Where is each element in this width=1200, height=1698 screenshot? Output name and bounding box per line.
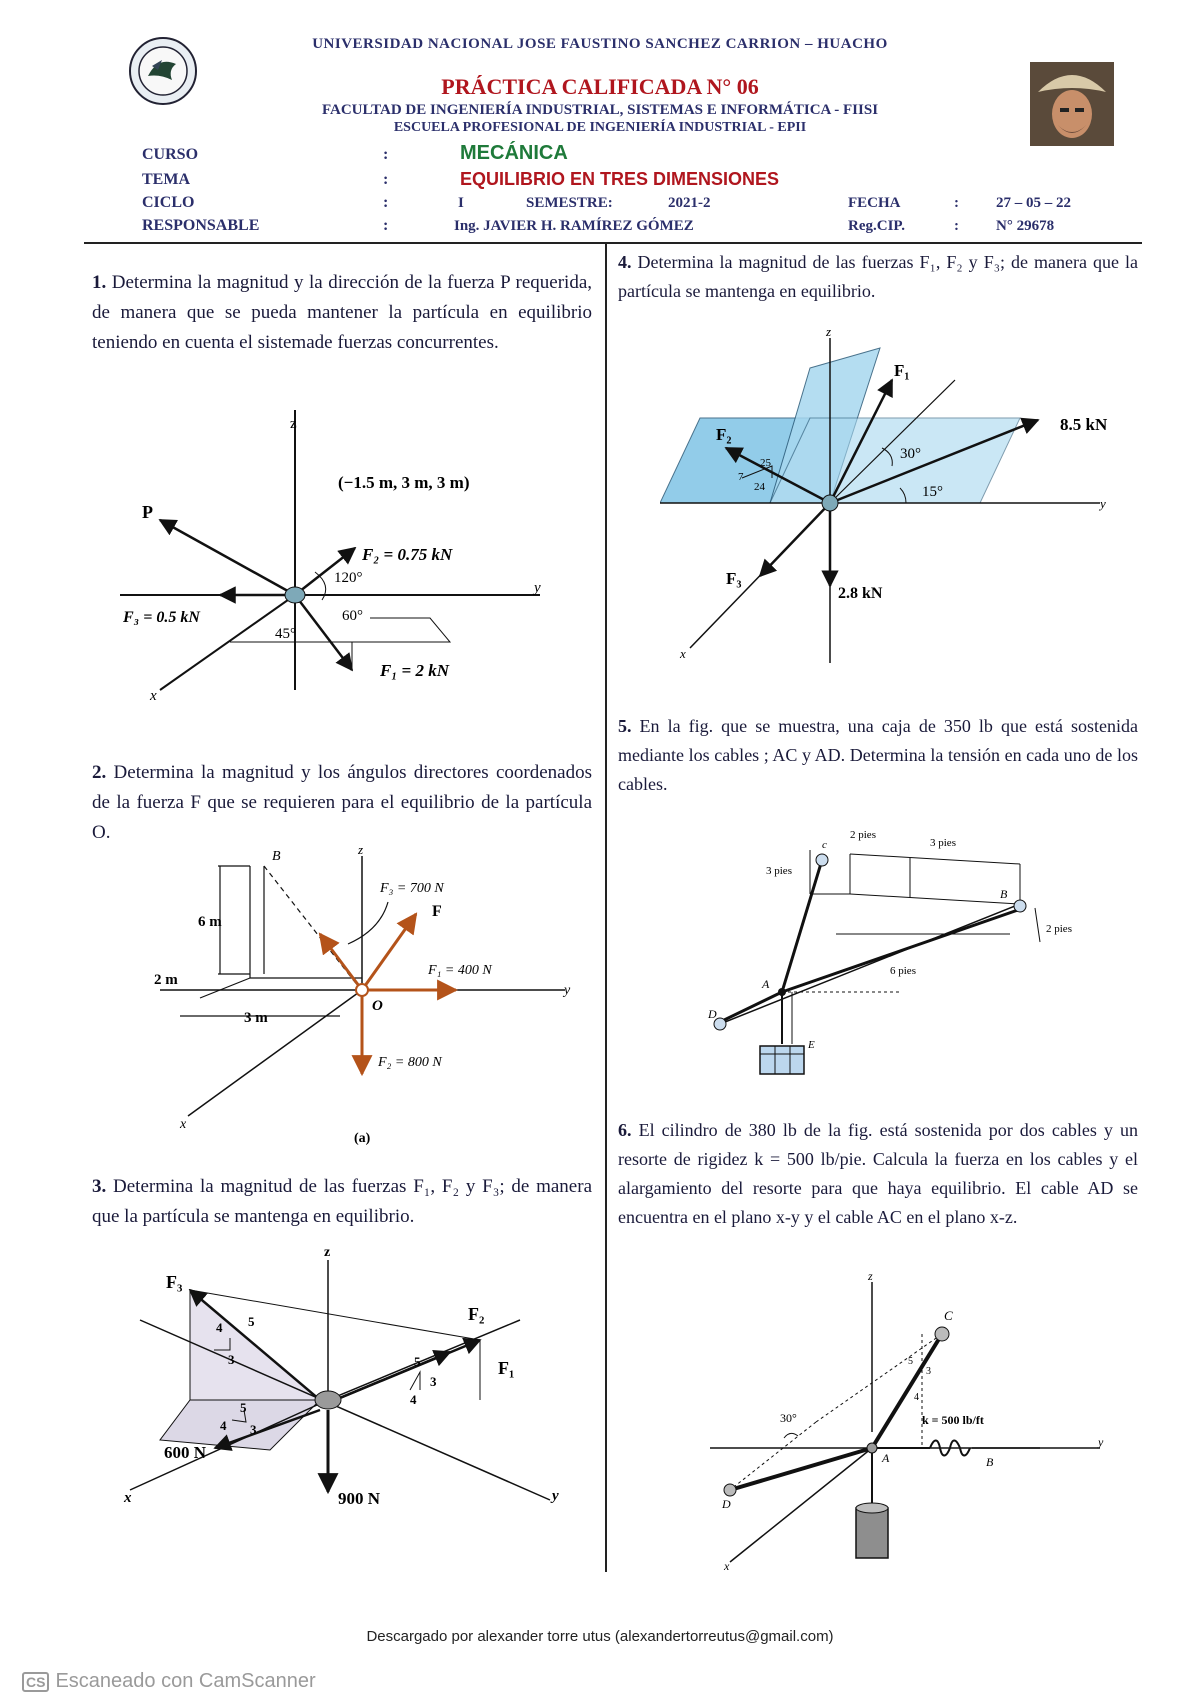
problem-3-text (92, 1172, 592, 1232)
ciclo-colon: : (383, 194, 389, 211)
ciclo-label: CICLO (142, 194, 195, 211)
p2-F3-label: F₃ = 700 N (380, 881, 444, 896)
p3-900N-label: 900 N (338, 1489, 381, 1508)
p1-F1-label: F₁ = 2 kN (380, 661, 449, 680)
p6-n4: 4 (914, 1392, 919, 1403)
header-divider (84, 242, 1142, 244)
p1-z-label: z (290, 416, 297, 432)
p5-D-label: D (708, 1007, 717, 1021)
p2-dim-3m: 3 m (244, 1010, 268, 1026)
p5-B-label: B (1000, 887, 1008, 901)
p5-A-label: A (762, 977, 770, 991)
p4-F1-label: F₁ (894, 361, 910, 380)
p4-F2-label: F₂ (716, 425, 732, 444)
p6-z-label: z (868, 1272, 873, 1283)
p2-x-label: x (180, 1117, 187, 1132)
p6-A-label: A (882, 1451, 890, 1465)
camscanner-icon: CS (22, 1672, 49, 1692)
p5-3pies-left: 3 pies (766, 865, 792, 877)
p2-z-label: z (358, 846, 364, 857)
problem-4-number: 4. (618, 252, 632, 272)
p3-z-label: z (324, 1245, 331, 1260)
p1-angle-45: 45° (275, 626, 296, 642)
p3-y-label: y (552, 1488, 559, 1504)
problem-3-statement: Determina la magnitud de las fuerzas F₁, F₂ y F₃; de manera que la partícula se mantenga en equilibrio. (92, 1176, 593, 1227)
ciclo-value: I (458, 195, 464, 211)
faculty-name: FACULTAD DE INGENIERÍA INDUSTRIAL, SISTEMAS E INFORMÁTICA - FIISI (321, 102, 879, 118)
p4-n24: 24 (754, 481, 765, 493)
responsable-colon: : (383, 217, 389, 234)
problem-6-number: 6. (618, 1120, 632, 1140)
p3-tri1-5: 5 (248, 1314, 255, 1329)
camscanner-text: Escaneado con CamScanner (55, 1670, 316, 1692)
p2-F1-label: F₁ = 400 N (428, 963, 492, 978)
p3-tri3-3: 3 (250, 1422, 257, 1437)
tema-label: TEMA (142, 171, 190, 188)
p2-caption: (a) (354, 1131, 371, 1146)
p5-2pies-right: 2 pies (1046, 923, 1072, 935)
problem-6-statement: El cilindro de 380 lb de la fig. está sostenida por dos cables y un resorte de rigidez k = 500 lb/pie. Calcula la fuerza en los cables y el alargamiento del resorte para que haya equilibrio. El cable AD se encuentra en el plano x-y y el cable AC en el plano x-z. (618, 1120, 1138, 1227)
problem-4-figure (660, 328, 1130, 668)
fecha-value: 27 – 05 – 22 (996, 195, 1071, 211)
tema-value: EQUILIBRIO EN TRES DIMENSIONES (460, 169, 780, 189)
problem-1-text (92, 268, 592, 358)
page-title: PRÁCTICA CALIFICADA N° 06 (441, 74, 759, 99)
problem-6-figure (700, 1272, 1120, 1572)
p4-angle-15: 15° (922, 484, 943, 500)
p6-D-label: D (722, 1497, 731, 1511)
p6-angle-30: 30° (780, 1411, 797, 1425)
p6-B-label: B (986, 1455, 994, 1469)
p3-F1-label: F₁ (498, 1358, 515, 1378)
p3-600N-label: 600 N (164, 1443, 207, 1462)
p3-tri3-5: 5 (240, 1400, 247, 1415)
problem-1-number: 1. (92, 272, 107, 293)
responsable-value: Ing. JAVIER H. RAMÍREZ GÓMEZ (454, 218, 694, 234)
problem-3-figure (120, 1240, 580, 1540)
p3-tri3-4: 4 (220, 1418, 227, 1433)
semestre-label: SEMESTRE: (526, 195, 613, 211)
problem-4-text (618, 248, 1138, 306)
p4-n25: 25 (760, 457, 771, 469)
problem-4-statement: Determina la magnitud de las fuerzas F₁, F₂ y F₃; de manera que la partícula se mantenga en equilibrio. (618, 252, 1139, 301)
p5-c-label: c (822, 839, 827, 851)
problem-6-text (618, 1116, 1138, 1232)
p4-z-label: z (826, 328, 832, 339)
p1-angle-60: 60° (342, 608, 363, 624)
responsable-label: RESPONSABLE (142, 217, 260, 234)
cip-label: Reg.CIP. (848, 218, 905, 234)
problem-2-number: 2. (92, 762, 107, 783)
p6-n3: 3 (926, 1366, 931, 1377)
p2-B-label: B (272, 849, 281, 864)
curso-value: MECÁNICA (460, 142, 568, 164)
semestre-value: 2021-2 (668, 195, 711, 211)
problem-2-statement: Determina la magnitud y los ángulos directores coordenados de la fuerza F que se requieren para el equilibrio de la partícula O. (92, 762, 592, 843)
p2-O-label: O (372, 998, 383, 1014)
p5-2pies-top: 2 pies (850, 829, 876, 841)
p5-6pies: 6 pies (890, 965, 916, 977)
school-name: ESCUELA PROFESIONAL DE INGENIERÍA INDUSTRIAL - EPII (393, 120, 807, 135)
problem-5-text (618, 712, 1138, 799)
p6-n5: 5 (908, 1356, 913, 1367)
p6-C-label: C (944, 1308, 953, 1323)
problem-2-text (92, 758, 592, 848)
p3-tri2-4: 4 (410, 1392, 417, 1407)
p1-P-label: P (142, 502, 153, 522)
p1-F3-label: F₃ = 0.5 kN (123, 609, 200, 626)
p4-y-label: y (1100, 496, 1106, 511)
p6-x-label: x (724, 1559, 730, 1572)
p1-angle-120: 120° (334, 570, 363, 586)
p5-3pies-top: 3 pies (930, 837, 956, 849)
tema-colon: : (383, 171, 389, 188)
p3-tri1-3: 3 (228, 1352, 235, 1367)
p2-dim-6m: 6 m (198, 914, 222, 930)
problem-5-figure (700, 824, 1100, 1084)
p2-F-label: F (432, 903, 442, 920)
curso-colon: : (383, 146, 389, 163)
p3-tri1-4: 4 (216, 1320, 223, 1335)
p1-y-label: y (534, 580, 541, 596)
problem-5-statement: En la fig. que se muestra, una caja de 350 lb que está sostenida mediante los cables ; AC y AD. Determina la tensión en cada uno de los cables. (618, 716, 1138, 794)
problem-5-number: 5. (618, 716, 632, 736)
p1-x-label: x (150, 688, 157, 704)
university-name: UNIVERSIDAD NACIONAL JOSE FAUSTINO SANCHEZ CARRION – HUACHO (312, 36, 888, 52)
p4-2.8kN-label: 2.8 kN (838, 585, 883, 602)
fecha-label: FECHA (848, 195, 901, 211)
cip-colon: : (954, 218, 959, 234)
p4-F3-label: F₃ (726, 569, 742, 588)
fecha-colon: : (954, 195, 959, 211)
problem-2-figure (140, 846, 590, 1146)
p6-k-label: k = 500 lb/ft (922, 1413, 984, 1427)
p5-E-label: E (808, 1039, 815, 1051)
p2-F2-label: F₂ = 800 N (378, 1055, 442, 1070)
p3-F2-label: F₂ (468, 1304, 485, 1324)
column-divider (605, 244, 607, 1572)
cip-value: N° 29678 (996, 218, 1055, 234)
p4-n7: 7 (738, 471, 744, 483)
p4-x-label: x (680, 646, 686, 661)
download-note: Descargado por alexander torre utus (alexandertorreutus@gmail.com) (366, 1628, 834, 1645)
p4-angle-30: 30° (900, 446, 921, 462)
p6-y-label: y (1098, 1435, 1104, 1449)
p3-tri2-3: 3 (430, 1374, 437, 1389)
p3-x-label: x (124, 1490, 132, 1506)
p3-F3-label: F₃ (166, 1272, 183, 1292)
problem-3-number: 3. (92, 1176, 107, 1197)
p3-tri2-5: 5 (414, 1354, 421, 1369)
problem-1-statement: Determina la magnitud y la dirección de la fuerza P requerida, de manera que se pueda mantener la partícula en equilibrio teniendo en cuenta el sistemade fuerzas concurrentes. (92, 272, 592, 353)
problem-1-figure (90, 400, 590, 710)
p1-F2-label: F₂ = 0.75 kN (362, 545, 453, 564)
p2-dim-2m: 2 m (154, 972, 178, 988)
p2-y-label: y (564, 983, 571, 998)
camscanner-watermark (22, 1670, 316, 1693)
p4-8.5kN-label: 8.5 kN (1060, 415, 1108, 434)
p1-coord-label: (−1.5 m, 3 m, 3 m) (338, 473, 470, 492)
curso-label: CURSO (142, 146, 199, 163)
